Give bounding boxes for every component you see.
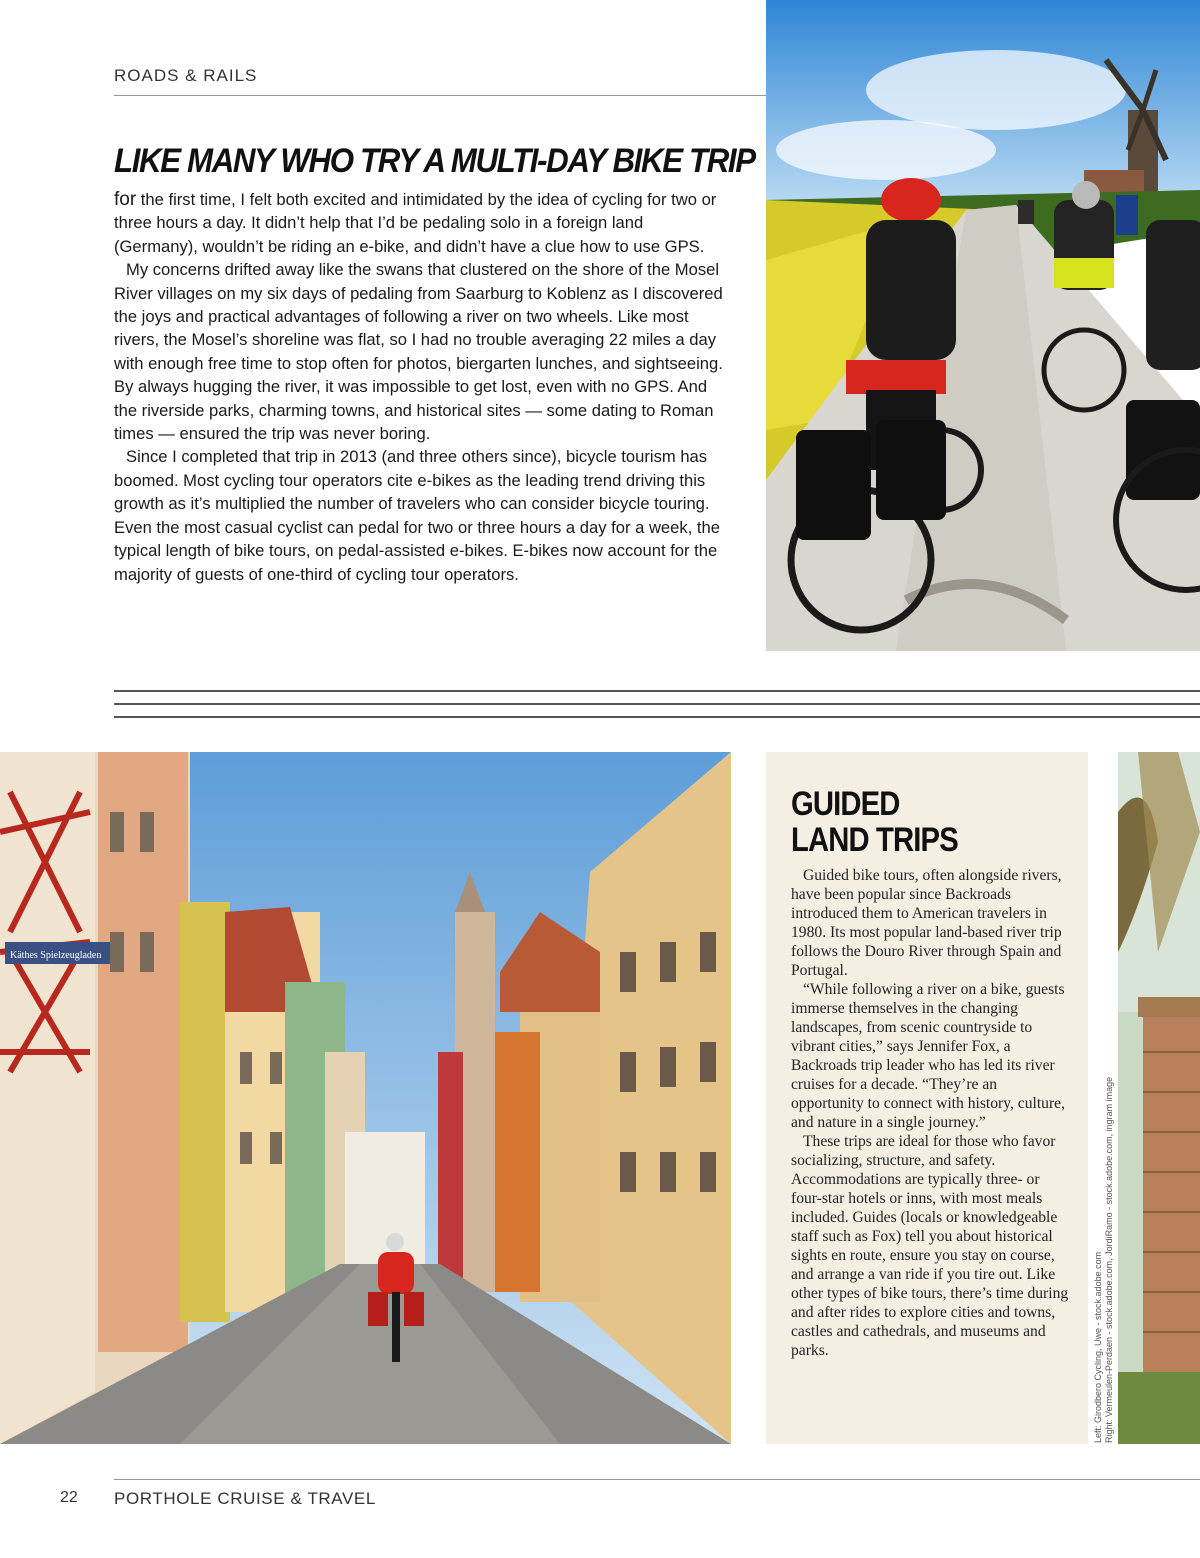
- sidebar-title-line-2: LAND TRIPS: [791, 821, 958, 859]
- section-divider: [114, 690, 1200, 720]
- header-divider: [114, 95, 766, 96]
- gate-photo: [1118, 752, 1200, 1444]
- photo-credits: [1093, 1076, 1115, 1443]
- credit-line-1: Left: Girodbero Cycling, Uwe - stock.adobe.com: [1093, 1251, 1103, 1443]
- sidebar-box: [766, 752, 1088, 1444]
- credit-line-2: Right: Vermeulen-Perdaen - stock.adobe.com, JordiRamo - stock.adobe.com, ingram image: [1104, 1076, 1114, 1443]
- article-headline: LIKE MANY WHO TRY A MULTI-DAY BIKE TRIP: [114, 142, 755, 180]
- article-paragraph-1: [114, 188, 728, 258]
- sidebar-paragraph-3: These trips are ideal for those who favor socializing, structure, and safety. Accommodations are typically three- or four-star hotels or inns, with most meals included. Guides (locals or knowledgeable staff such as Fox) tell you about historical sights en route, ensure you stay on course, and arrange a van ride if you tire out. Like other types of bike tours, there’s time during and after rides to explore cities and towns, castles and cathedrals, and museums and parks.: [791, 1133, 1069, 1359]
- lead-word: for: [114, 189, 137, 210]
- paragraph-1-text: the first time, I felt both excited and intimidated by the idea of cycling for two or three hours a day. It didn’t help that I’d be pedaling solo in a foreign land (Germany), wouldn’t be riding an e-bike, and didn’t have a clue how to use GPS.: [114, 190, 717, 256]
- publication-name: PORTHOLE CRUISE & TRAVEL: [114, 1489, 376, 1508]
- sidebar-title-line-1: GUIDED: [791, 785, 900, 823]
- page-number: 22: [60, 1489, 78, 1506]
- cyclists-photo: [766, 0, 1200, 651]
- sidebar-title: [791, 786, 958, 858]
- sidebar-body: [791, 866, 1073, 1360]
- footer-divider: [114, 1479, 1200, 1480]
- street-cyclist-photo: [0, 752, 731, 1444]
- section-label: ROADS & RAILS: [114, 66, 258, 85]
- shop-sign-text: Käthes Spielzeugladen: [10, 950, 102, 961]
- article-paragraph-3: Since I completed that trip in 2013 (and three others since), bicycle tourism has boomed. Most cycling tour operators cite e-bikes as the leading trend driving this growth as it’s multiplied the number of travelers who can consider bicycle touring. Even the most casual cyclist can pedal for two or three hours a day for a week, the typical length of bike tours, on pedal-assisted e-bikes. E-bikes now account for the majority of guests of one-third of cycling tour operators.: [114, 447, 720, 584]
- article-body: [114, 188, 728, 586]
- sidebar-paragraph-1: Guided bike tours, often alongside rivers, have been popular since Backroads introduced them to American travelers in 1980. Its most popular land-based river trip follows the Douro River through Spain and Portugal.: [791, 867, 1062, 979]
- article-paragraph-2: My concerns drifted away like the swans that clustered on the shore of the Mosel River villages on my six days of pedaling from Saarburg to Koblenz as I discovered the joys and practical advantages of following a river on two wheels. Like most rivers, the Mosel’s shoreline was flat, so I had no trouble averaging 22 miles a day with enough free time to stop often for photos, biergarten lunches, and sightseeing. By always hugging the river, it was impossible to get lost, even with no GPS. And the riverside parks, charming towns, and historical sites — some dating to Roman times — ensured the trip was never boring.: [114, 260, 723, 444]
- sidebar-paragraph-2: “While following a river on a bike, guests immerse themselves in the changing landscapes, from scenic countryside to vibrant cities,” says Jennifer Fox, a Backroads trip leader who has led its river cruises for a decade. “They’re an opportunity to connect with history, culture, and nature in a single journey.”: [791, 981, 1065, 1131]
